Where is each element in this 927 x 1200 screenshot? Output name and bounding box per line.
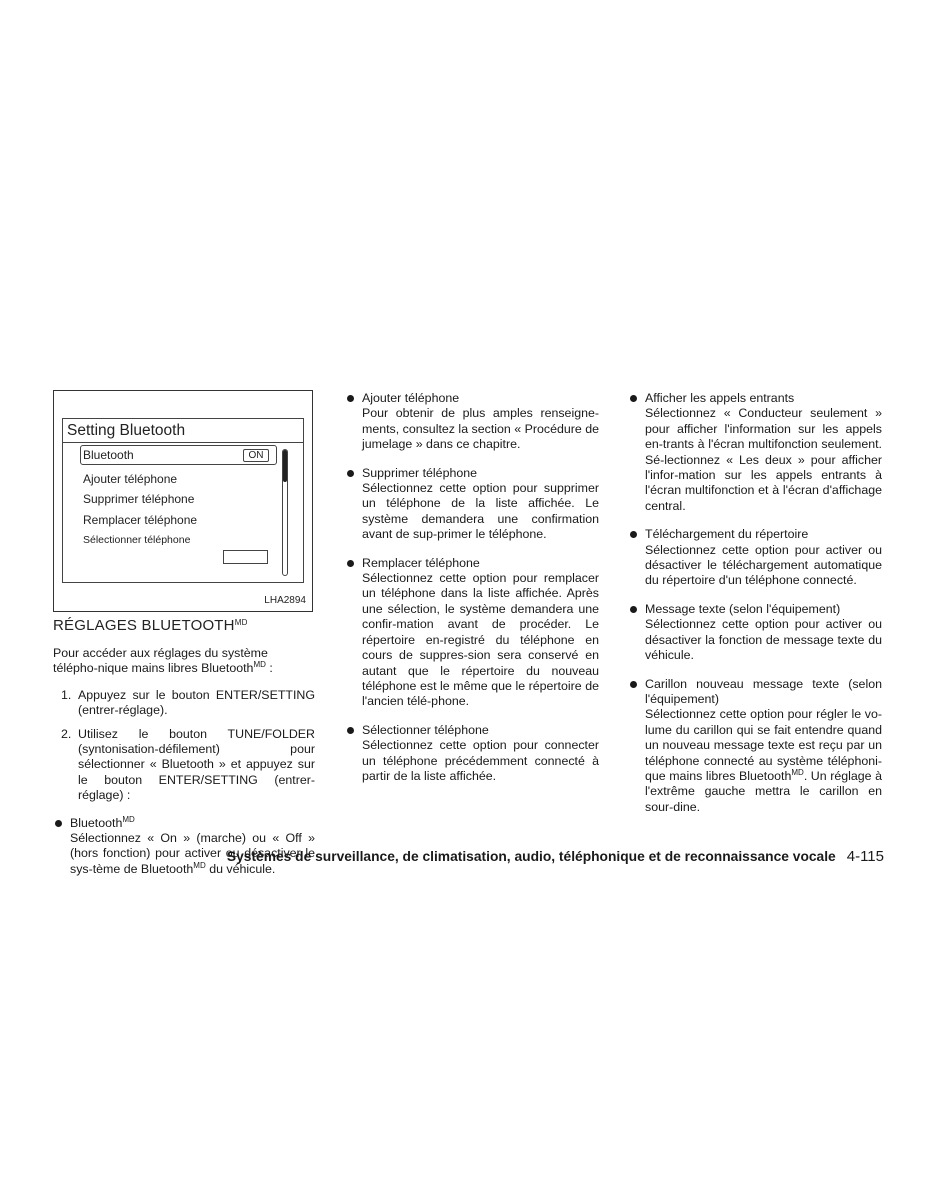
chapter-title: Systèmes de surveillance, de climatisation, audio, téléphonique et de reconnaissance vocale [226, 849, 836, 864]
bullet-message-chime [628, 677, 882, 816]
bullet-add-phone [345, 391, 599, 453]
bullet-desc: Sélectionnez cette option pour remplacer un téléphone dans la liste affichée. Après une sélection, le système demandera une confir-mation avant de procéder. Le répertoire en-registré du téléphone en cours de suppres-sion sera conservé en autant que le répertoire du nouveau téléphone est le même que le répertoire de l'ancien télé-phone. [362, 571, 599, 709]
bullet-title: Supprimer téléphone [362, 465, 478, 480]
step-1: 1. Appuyez sur le bouton ENTER/SETTING (entrer-réglage). [61, 687, 315, 718]
bullet-desc: Sélectionnez cette option pour activer ou désactiver la fonction de message texte du véhicule. [645, 617, 882, 663]
bullet-desc: Pour obtenir de plus amples renseigne-ments, consultez la section « Procédure de jumelage » dans ce chapitre. [362, 406, 599, 452]
bullet-desc: Sélectionnez « On » (marche) ou « Off » (hors fonction) pour activer ou désactiver le sys-tème de Bluetooth$^{MD}$ du véhicule. [70, 831, 315, 876]
bluetooth-settings-figure [53, 390, 313, 612]
screen-title: Setting Bluetooth [67, 422, 186, 439]
bullet-desc: Sélectionnez cette option pour connecter un téléphone précédemment connecté à partir de la liste affichée. [362, 738, 599, 783]
empty-value-box [223, 550, 268, 564]
step-2: 2. Utilisez le bouton TUNE/FOLDER (syntonisation-défilement) pour sélectionner « Bluetooth » et appuyez sur le bouton ENTER/SETTING (entrer-réglage) : [61, 726, 315, 803]
page-number: 4-115 [846, 848, 884, 865]
page-footer [0, 848, 884, 865]
bullet-phonebook-download [628, 527, 882, 589]
menu-item-select-phone: Sélectionner téléphone [83, 534, 191, 546]
right-column [628, 391, 882, 828]
section-title: RÉGLAGES $BLUETOOTH^{MD}$ [53, 617, 248, 634]
menu-item-delete-phone: Supprimer téléphone [83, 492, 195, 506]
bullet-bluetooth [53, 816, 315, 878]
menu-item-replace-phone: Remplacer téléphone [83, 513, 198, 527]
bullet-replace-phone [345, 556, 599, 710]
bullet-title: Carillon nouveau message texte (selon l'équipement) [645, 676, 882, 706]
intro-paragraph: Pour accéder aux réglages du système télépho-nique mains libres Bluetooth$^{MD}$ : [53, 646, 273, 676]
bullet-desc: Sélectionnez cette option pour supprimer un téléphone de la liste affichée. Le système demandera une confirmation avant de sup-primer le téléphone. [362, 481, 599, 542]
figure-code: LHA2894 [264, 594, 306, 606]
scrollbar-track [282, 449, 288, 576]
bullet-title: Sélectionner téléphone [362, 722, 489, 737]
bullet-title: Téléchargement du répertoire [645, 527, 809, 542]
on-toggle-indicator: ON [243, 449, 269, 462]
bullet-desc: Sélectionnez « Conducteur seulement » pour afficher l'information sur les appels en-trants à l'écran multifonction seulement. Sé-lectionnez « Les deux » pour afficher l'infor-mation sur les appels entrants à l'écran multifonction et à l'écran d'affichage central. [645, 406, 882, 513]
bullet-title: Message texte (selon l'équipement) [645, 601, 841, 616]
middle-column [345, 391, 599, 797]
bullet-title: Ajouter téléphone [362, 391, 460, 405]
bullet-title: Afficher les appels entrants [645, 391, 795, 405]
bullet-desc: Sélectionnez cette option pour régler le vo-lume du carillon qui se fait entendre quand un nouveau message texte est reçu par un téléphone connecté au système téléphoni-que mains libres Bluetooth$^{MD}$. Un réglage à l'extrême gauche mettra le carillon en sour-dine. [645, 707, 882, 814]
bullet-text-message [628, 602, 882, 664]
bullet-incoming-calls [628, 391, 882, 514]
bullet-title: Bluetooth$^{MD}$ [70, 814, 135, 830]
bullet-select-phone [345, 723, 599, 785]
bullet-delete-phone [345, 466, 599, 543]
menu-item-add-phone: Ajouter téléphone [83, 472, 178, 486]
menu-item-bluetooth: Bluetooth [83, 448, 134, 462]
scrollbar-thumb [283, 450, 287, 482]
left-column [53, 390, 315, 890]
display-screen [62, 418, 304, 583]
bullet-title: Remplacer téléphone [362, 555, 480, 570]
bullet-desc: Sélectionnez cette option pour activer ou désactiver le téléchargement automatique du répertoire d'un téléphone connecté. [645, 542, 882, 588]
title-divider [63, 442, 303, 443]
